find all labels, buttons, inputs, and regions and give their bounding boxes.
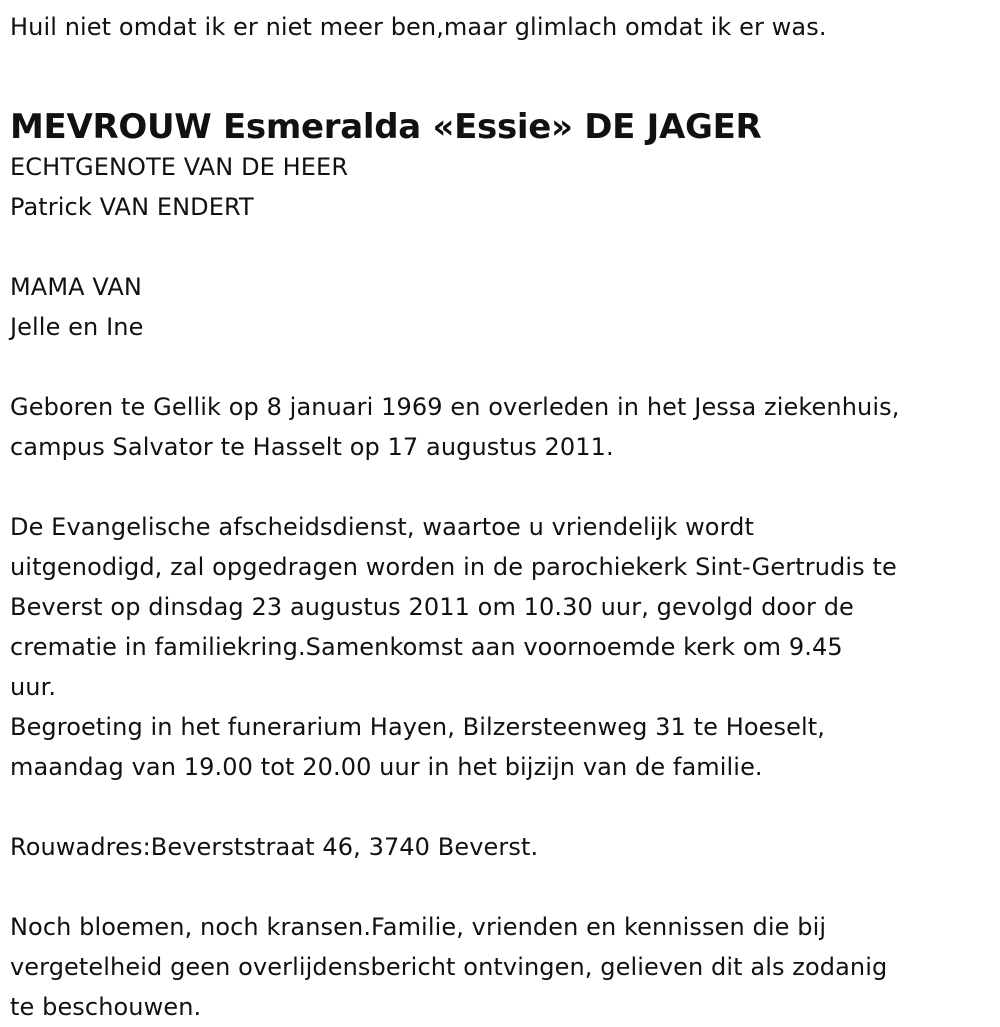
visitation-line: Begroeting in het funerarium Hayen, Bilzersteenweg 31 te Hoeselt,: [10, 713, 825, 741]
children-label: MAMA VAN: [10, 273, 142, 301]
obituary-text: [10, 7, 995, 1027]
children-names: Jelle en Ine: [10, 313, 144, 341]
service-line: uitgenodigd, zal opgedragen worden in de parochiekerk Sint-Gertrudis te: [10, 553, 897, 581]
visitation-line: maandag van 19.00 tot 20.00 uur in het bijzijn van de familie.: [10, 753, 763, 781]
service-line: crematie in familiekring.Samenkomst aan voornoemde kerk om 9.45: [10, 633, 843, 661]
notice-line: te beschouwen.: [10, 993, 202, 1021]
service-line: Beverst op dinsdag 23 augustus 2011 om 10.30 uur, gevolgd door de: [10, 593, 854, 621]
notice-line: Noch bloemen, noch kransen.Familie, vrienden en kennissen die bij: [10, 913, 827, 941]
spouse-label: ECHTGENOTE VAN DE HEER: [10, 153, 349, 181]
birth-death-line: Geboren te Gellik op 8 januari 1969 en overleden in het Jessa ziekenhuis,: [10, 393, 900, 421]
birth-death-line: campus Salvator te Hasselt op 17 augustus 2011.: [10, 433, 614, 461]
notice-line: vergetelheid geen overlijdensbericht ontvingen, gelieven dit als zodanig: [10, 953, 888, 981]
spacer: [10, 227, 995, 267]
spacer: [10, 347, 995, 387]
mourning-address: Rouwadres:Beverststraat 46, 3740 Beverst.: [10, 833, 539, 861]
spouse-name: Patrick VAN ENDERT: [10, 193, 254, 221]
deceased-name: MEVROUW Esmeralda «Essie» DE JAGER: [10, 107, 762, 147]
memorial-quote: Huil niet omdat ik er niet meer ben,maar glimlach omdat ik er was.: [10, 13, 827, 41]
spacer: [10, 867, 995, 907]
service-line: De Evangelische afscheidsdienst, waartoe u vriendelijk wordt: [10, 513, 754, 541]
spacer: [10, 467, 995, 507]
service-line: uur.: [10, 673, 57, 701]
spacer: [10, 787, 995, 827]
